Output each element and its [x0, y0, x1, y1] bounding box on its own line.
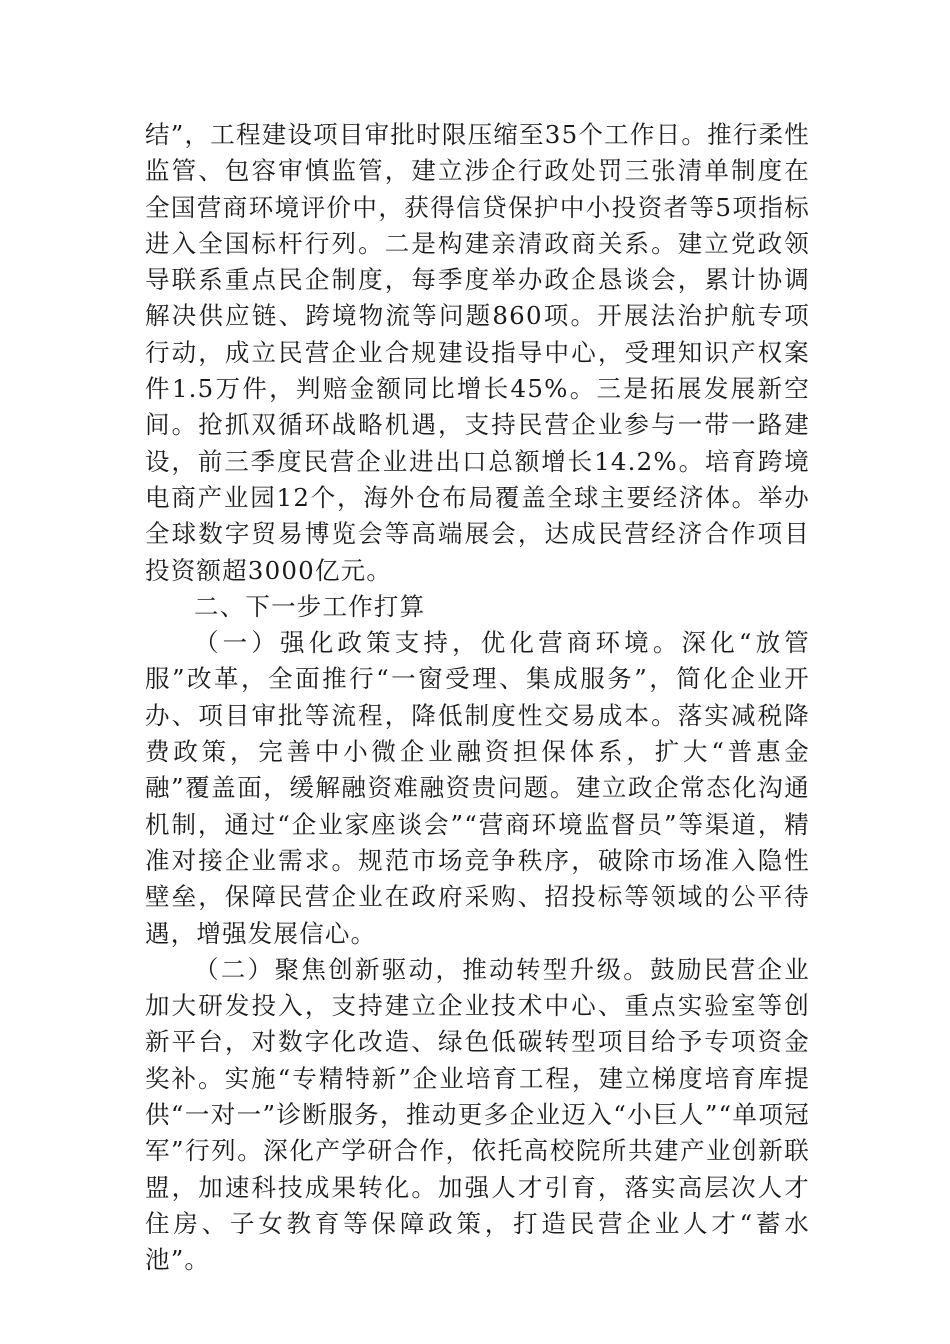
item-1-paragraph: [145, 625, 810, 952]
item-1-body: 深化“放管服”改革，全面推行“一窗受理、集成服务”，简化企业开办、项目审批等流程，降低制度性交易成本。落实减税降费政策，完善中小微企业融资担保体系，扩大“普惠金融”覆盖面，缓解融资难融资贵问题。建立政企常态化沟通机制，通过“企业家座谈会”“营商环境监督员”等渠道，精准对接企业需求。规范市场竞争秩序，破除市场准入隐性壁垒，保障民营企业在政府采购、招投标等领域的公平待遇，增强发展信心。: [145, 628, 810, 948]
item-2-lead: （二）聚焦创新驱动，推动转型升级。: [194, 954, 651, 984]
item-2-body: 鼓励民营企业加大研发投入，支持建立企业技术中心、重点实验室等创新平台，对数字化改造、绿色低碳转型项目给予专项资金奖补。实施“专精特新”企业培育工程，建立梯度培育库提供“一对一”诊断服务，推动更多企业迈入“小巨人”“单项冠军”行列。深化产学研合作，依托高校院所共建产业创新联盟，加速科技成果转化。加强人才引育，落实高层次人才住房、子女教育等保障政策，打造民营企业人才“蓄水池”。: [145, 954, 810, 1275]
section-heading: 二、下一步工作打算: [194, 591, 426, 621]
item-2-paragraph: [145, 952, 810, 1279]
continued-paragraph: 结”，工程建设项目审批时限压缩至35个工作日。推行柔性监管、包容审慎监管，建立涉企行政处罚三张清单制度在全国营商环境评价中，获得信贷保护中小投资者等5项指标进入全国标杆行列。二是构建亲清政商关系。建立党政领导联系重点民企制度，每季度举办政企恳谈会，累计协调解决供应链、跨境物流等问题860项。开展法治护航专项行动，成立民营企业合规建设指导中心，受理知识产权案件1.5万件，判赔金额同比增长45%。三是拓展发展新空间。抢抓双循环战略机遇，支持民营企业参与一带一路建设，前三季度民营企业进出口总额增长14.2%。培育跨境电商产业园12个，海外仓布局覆盖全球主要经济体。举办全球数字贸易博览会等高端展会，达成民营经济合作项目投资额超3000亿元。: [145, 120, 810, 585]
document-body: [145, 117, 810, 1279]
item-1-lead: （一）强化政策支持，优化营商环境。: [194, 628, 682, 658]
